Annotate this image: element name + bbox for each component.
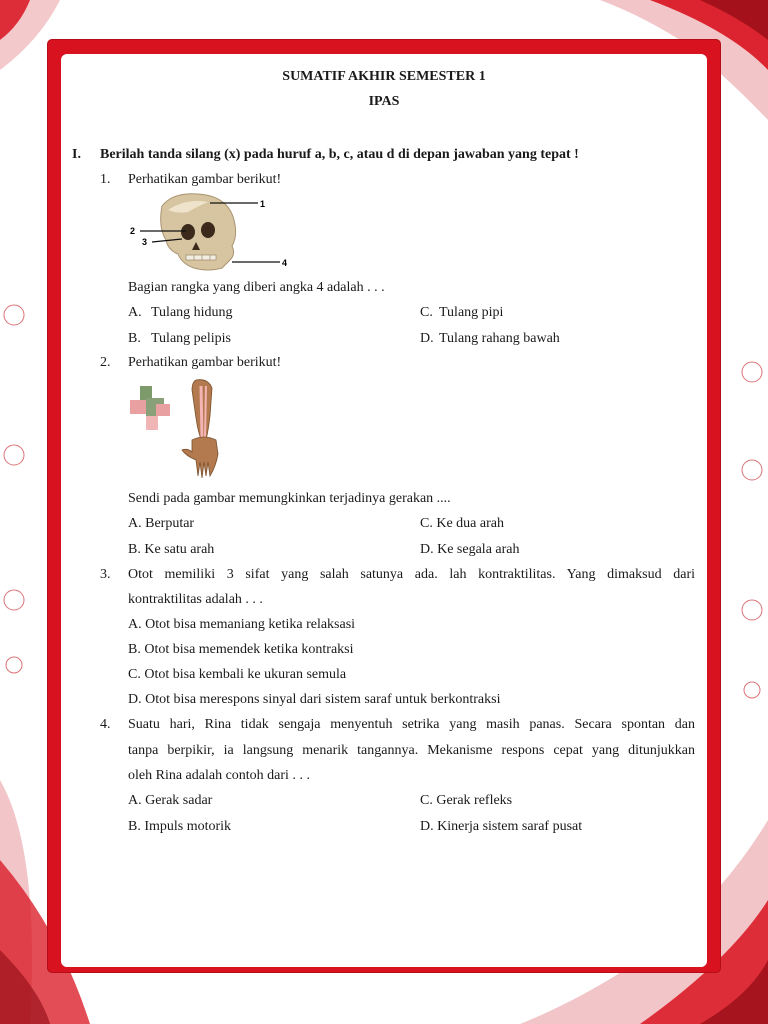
skull-label-2: 2 xyxy=(130,226,136,236)
q1-option-c: Tulang pipi xyxy=(439,305,504,320)
q1-option-a: Tulang hidung xyxy=(151,305,233,320)
question-4-line-1: Suatu hari, Rina tidak sengaja menyentuh setrika yang masih panas. Secara spontan dan xyxy=(128,717,695,732)
question-3-number: 3. xyxy=(100,567,111,582)
q2-option-d: D. Ke segala arah xyxy=(420,542,520,557)
q1-option-d: Tulang rahang bawah xyxy=(439,331,560,346)
question-4-line-3: oleh Rina adalah contoh dari . . . xyxy=(128,768,310,783)
question-3-line-1: Otot memiliki 3 sifat yang salah satunya ada. lah kontraktilitas. Yang dimaksud dari xyxy=(128,567,695,582)
q2-option-a: A. Berputar xyxy=(128,516,195,531)
skull-label-3: 3 xyxy=(142,237,148,247)
question-4-number: 4. xyxy=(100,717,111,732)
q3-option-a: A. Otot bisa memaniang ketika relaksasi xyxy=(128,617,356,632)
q1-option-c-letter: C. xyxy=(420,305,433,320)
question-1-stem: Bagian rangka yang diberi angka 4 adalah . . . xyxy=(128,280,385,295)
q2-option-b: B. Ke satu arah xyxy=(128,542,215,557)
section-instruction: Berilah tanda silang (x) pada huruf a, b, c, atau d di depan jawaban yang tepat ! xyxy=(100,147,579,162)
question-2-stem: Sendi pada gambar memungkinkan terjadinya gerakan .... xyxy=(128,491,451,506)
q3-option-b: B. Otot bisa memendek ketika kontraksi xyxy=(128,642,354,657)
document-title: SUMATIF AKHIR SEMESTER 1 xyxy=(282,69,486,84)
joint-and-arm-image xyxy=(126,376,226,480)
question-2-number: 2. xyxy=(100,355,111,370)
q1-option-b: Tulang pelipis xyxy=(151,331,231,346)
skull-label-1: 1 xyxy=(260,199,266,209)
q4-option-a: A. Gerak sadar xyxy=(128,793,213,808)
question-2-text: Perhatikan gambar berikut! xyxy=(128,355,282,370)
q2-option-c: C. Ke dua arah xyxy=(420,516,504,531)
q1-option-d-letter: D. xyxy=(420,331,434,346)
question-1-text: Perhatikan gambar berikut! xyxy=(128,172,282,187)
q1-option-b-letter: B. xyxy=(128,331,141,346)
q4-option-b: B. Impuls motorik xyxy=(128,819,232,834)
question-1-number: 1. xyxy=(100,172,111,187)
skull-label-4: 4 xyxy=(282,258,288,268)
q3-option-c: C. Otot bisa kembali ke ukuran semula xyxy=(128,667,347,682)
q4-option-c: C. Gerak refleks xyxy=(420,793,513,808)
q4-option-d: D. Kinerja sistem saraf pusat xyxy=(420,819,583,834)
question-3-line-2: kontraktilitas adalah . . . xyxy=(128,592,263,607)
q3-option-d: D. Otot bisa merespons sinyal dari sistem saraf untuk berkontraksi xyxy=(128,692,501,707)
subject-title: IPAS xyxy=(368,94,400,109)
skull-image xyxy=(128,192,293,272)
question-4-line-2: tanpa berpikir, ia langsung menarik tangannya. Mekanisme respons cepat yang ditunjukkan xyxy=(128,743,695,758)
q1-option-a-letter: A. xyxy=(128,305,142,320)
section-number: I. xyxy=(72,147,81,162)
